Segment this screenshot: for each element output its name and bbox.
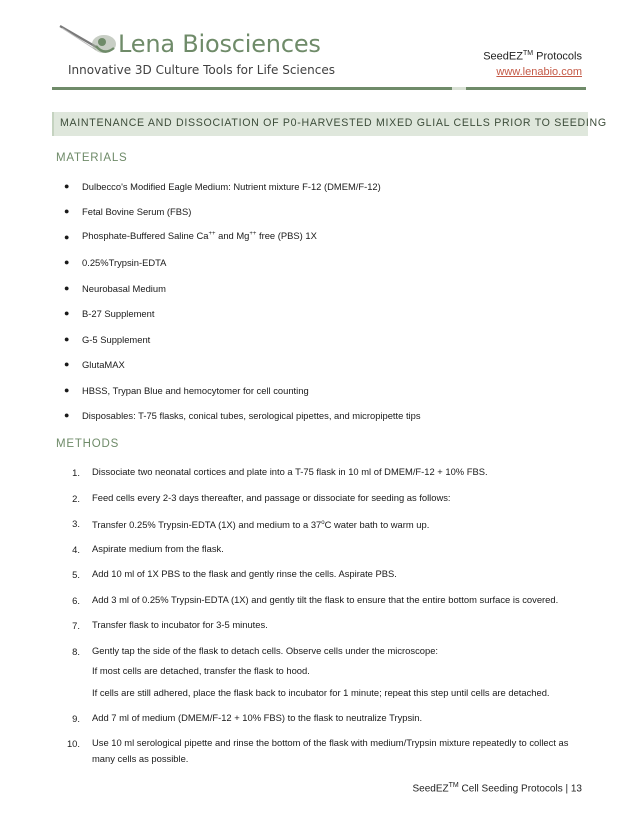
material-item-pbs xyxy=(82,230,317,241)
trademark: TM xyxy=(522,50,534,57)
degree-sup: o xyxy=(321,520,325,526)
pbs-part-1: Phosphate-Buffered Saline Ca xyxy=(82,230,209,241)
bullet: ● xyxy=(64,257,70,267)
header-product-label xyxy=(483,50,582,63)
pipette-logo-icon xyxy=(58,22,118,62)
protocols-word: Protocols xyxy=(536,50,582,63)
methods-heading: METHODS xyxy=(56,438,120,450)
method-step: Add 10 ml of 1X PBS to the flask and gently rinse the cells. Aspirate PBS. xyxy=(92,568,397,579)
bullet: ● xyxy=(64,206,70,216)
step-number: 4. xyxy=(72,544,80,555)
material-item: B-27 Supplement xyxy=(82,308,155,319)
method-step-3 xyxy=(92,515,582,533)
page-header xyxy=(0,0,638,100)
step-3-part-1: Transfer 0.25% Trypsin-EDTA (1X) and medium to a 37 xyxy=(92,519,322,531)
step-number: 9. xyxy=(72,713,80,724)
banner-title: MAINTENANCE AND DISSOCIATION OF P0-HARVESTED MIXED GLIAL CELLS PRIOR TO SEEDING xyxy=(60,117,607,129)
bullet: ● xyxy=(64,410,70,420)
method-step: Aspirate medium from the flask. xyxy=(92,543,224,554)
material-item: Fetal Bovine Serum (FBS) xyxy=(82,206,192,217)
step-number: 6. xyxy=(72,595,80,606)
footer-trademark: TM xyxy=(448,782,459,789)
material-item: HBSS, Trypan Blue and hemocytomer for cell counting xyxy=(82,385,309,396)
footer-product: SeedEZ xyxy=(412,783,449,795)
header-divider xyxy=(52,87,586,90)
material-item: 0.25%Trypsin-EDTA xyxy=(82,257,167,268)
materials-heading: MATERIALS xyxy=(56,152,128,164)
step-number: 10. xyxy=(66,738,80,749)
pbs-part-2: and Mg xyxy=(215,230,250,241)
tagline: Innovative 3D Culture Tools for Life Sciences xyxy=(68,63,335,77)
method-step: Gently tap the side of the flask to detach cells. Observe cells under the microscope: xyxy=(92,645,439,656)
section-banner xyxy=(52,112,607,136)
pbs-sup-2: ++ xyxy=(249,230,257,237)
bullet: ● xyxy=(64,359,70,369)
material-item: Disposables: T-75 flasks, conical tubes, serological pipettes, and micropipette tips xyxy=(82,410,421,421)
company-name: Lena Biosciences xyxy=(118,30,321,58)
step-number: 5. xyxy=(72,569,80,580)
website-link[interactable]: www.lenabio.com xyxy=(496,66,582,78)
step-3-part-2: C water bath to warm up. xyxy=(324,519,430,531)
bullet: ● xyxy=(64,232,70,242)
material-item: Neurobasal Medium xyxy=(82,283,166,294)
footer-text: Cell Seeding Protocols | 13 xyxy=(458,783,582,795)
method-step: Transfer flask to incubator for 3-5 minutes. xyxy=(92,619,268,630)
bullet: ● xyxy=(64,385,70,395)
method-substep: If cells are still adhered, place the flask back to incubator for 1 minute; repeat this step until cells are detached. xyxy=(92,687,550,698)
step-number: 7. xyxy=(72,620,80,631)
product-name: SeedEZ xyxy=(483,50,523,63)
material-item: G-5 Supplement xyxy=(82,334,151,345)
step-number: 8. xyxy=(72,646,80,657)
bullet: ● xyxy=(64,283,70,293)
method-step: Add 7 ml of medium (DMEM/F-12 + 10% FBS) to the flask to neutralize Trypsin. xyxy=(92,712,423,723)
step-number: 1. xyxy=(72,467,80,478)
method-step: Dissociate two neonatal cortices and plate into a T-75 flask in 10 ml of DMEM/F-12 + 10% FBS. xyxy=(92,466,488,477)
method-step: Feed cells every 2-3 days thereafter, and passage or dissociate for seeding as follows: xyxy=(92,492,451,503)
step-number: 3. xyxy=(72,518,80,529)
bullet: ● xyxy=(64,308,70,318)
pbs-part-3: free (PBS) 1X xyxy=(256,230,317,241)
bullet: ● xyxy=(64,181,70,191)
pbs-sup-1: ++ xyxy=(208,230,216,237)
method-step: Add 3 ml of 0.25% Trypsin-EDTA (1X) and gently tilt the flask to ensure that the entire bottom surface is covered. xyxy=(92,594,559,605)
step-number: 2. xyxy=(72,493,80,504)
page-footer xyxy=(413,782,582,794)
bullet: ● xyxy=(64,334,70,344)
material-item: GlutaMAX xyxy=(82,359,125,370)
method-step: Use 10 ml serological pipette and rinse the bottom of the flask with medium/Trypsin mixture repeatedly to collect as many cells as possible. xyxy=(92,737,569,764)
method-substep: If most cells are detached, transfer the flask to hood. xyxy=(92,665,310,676)
material-item: Dulbecco's Modified Eagle Medium: Nutrient mixture F-12 (DMEM/F-12) xyxy=(82,181,381,192)
